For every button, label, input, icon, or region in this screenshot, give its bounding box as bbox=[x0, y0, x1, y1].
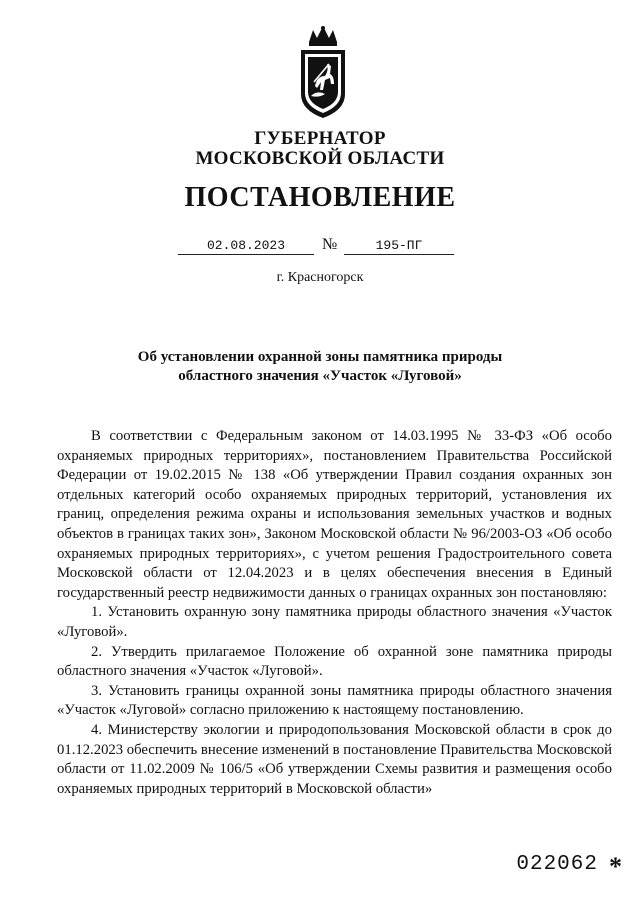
city-location: г. Красногорск bbox=[276, 270, 364, 285]
preamble-paragraph: В соответствии с Федеральным законом от 14.03.1995 № 33-ФЗ «Об особо охраняемых природных территориях», постановлением Правительства Российской Федерации от 19.02.2015 № 138 «Об утверждении Правил создания охранных зон отдельных категорий особо охраняемых природных территорий, установления их границ, определения режима охраны и использования земельных участков и водных объектов в границах таких зон», Законом Московской области № 96/2003-ОЗ «Об особо охраняемых природных территориях», с учетом решения Градостроительного совета Московской области от 12.04.2023 и в целях обеспечения внесения в Единый государственный реестр недвижимости данных о границах охранных зон постановляю: bbox=[57, 428, 612, 601]
subject-line-1: Об установлении охранной зоны памятника природы bbox=[137, 349, 503, 365]
document-subject bbox=[0, 348, 640, 386]
date-underline bbox=[178, 254, 314, 255]
number-sign: № bbox=[322, 236, 338, 253]
authority-region: МОСКОВСКОЙ ОБЛАСТИ bbox=[195, 148, 445, 169]
clause-3: 3. Установить границы охранной зоны памятника природы областного значения «Участок «Луговой» согласно приложению к настоящему постановлению. bbox=[57, 682, 612, 719]
clause-4: 4. Министерству экологии и природопользования Московской области в срок до 01.12.2023 обеспечить внесение изменений в постановление Правительства Московской области от 11.02.2009 № 106/5 «Об утверждении Схемы развития и размещения особо охраняемых природных территорий в Московской области» bbox=[57, 721, 612, 797]
coat-of-arms-icon bbox=[295, 24, 351, 120]
clause-2: 2. Утвердить прилагаемое Положение об охранной зоне памятника природы областного значения «Участок «Луговой». bbox=[57, 643, 612, 680]
star-mark: * bbox=[609, 852, 622, 881]
serial-number: 022062 bbox=[516, 853, 598, 876]
document-number: 195-ПГ bbox=[375, 238, 423, 253]
clause-1: 1. Установить охранную зону памятника природы областного значения «Участок «Луговой». bbox=[57, 604, 612, 640]
number-underline bbox=[344, 254, 454, 255]
authority-title: ГУБЕРНАТОР bbox=[254, 128, 386, 149]
document-type: ПОСТАНОВЛЕНИЕ bbox=[184, 182, 456, 213]
date-number-line bbox=[0, 236, 640, 260]
document-date: 02.08.2023 bbox=[206, 238, 285, 253]
document-body bbox=[57, 427, 612, 799]
subject-line-2: областного значения «Участок «Луговой» bbox=[178, 368, 462, 384]
